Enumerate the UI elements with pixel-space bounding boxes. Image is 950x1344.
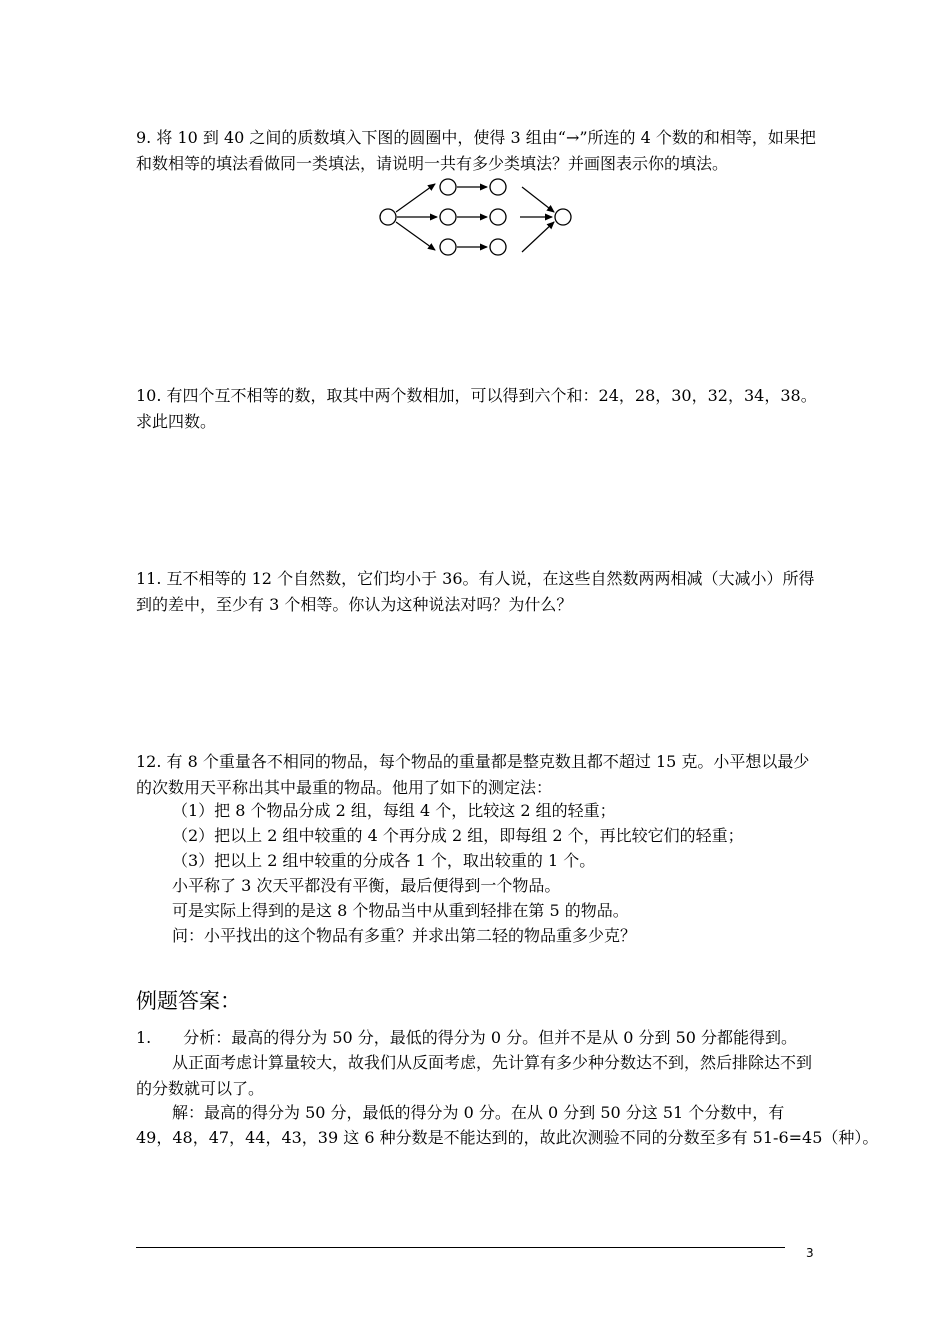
question-12-actual: 可是实际上得到的是这 8 个物品当中从重到轻排在第 5 的物品。 [172, 901, 629, 920]
question-12-text: 12. 有 8 个重量各不相同的物品，每个物品的重量都是整克数且都不超过 15 克。小平想以最少的次数用天平称出其中最重的物品。他用了如下的测定法： [136, 752, 810, 797]
question-12-step-2: （2）把以上 2 组中较重的 4 个再分成 2 组，即每组 2 个，再比较它们的轻重； [172, 826, 744, 845]
circle-mid-1 [440, 209, 456, 225]
answer-1-conclusion: 49，48，47，44，43，39 这 6 种分数是不能达到的，故此次测验不同的分数至多有 51-6=45（种）。 [136, 1128, 879, 1147]
question-10-text: 10. 有四个互不相等的数，取其中两个数相加，可以得到六个和：24，28，30，32，34，38。求此四数。 [136, 386, 817, 431]
circle-top-2 [490, 179, 506, 195]
question-12-result: 小平称了 3 次天平都没有平衡，最后便得到一个物品。 [172, 876, 561, 895]
arrow-bot-end [522, 222, 554, 252]
answer-1-analysis: 1. 分析：最高的得分为 50 分，最低的得分为 0 分。但并不是从 0 分到 50 分都能得到。 [136, 1028, 798, 1047]
footer-rule [136, 1247, 785, 1248]
answer-1-solution: 解：最高的得分为 50 分，最低的得分为 0 分。在从 0 分到 50 分这 51 个分数中，有 [172, 1103, 785, 1122]
arrow-start-top [396, 184, 435, 212]
question-11-text: 11. 互不相等的 12 个自然数，它们均小于 36。有人说，在这些自然数两两相减（大减小）所得到的差中，至少有 3 个相等。你认为这种说法对吗？为什么？ [136, 569, 815, 614]
answer-1-approach: 从正面考虑计算量较大，故我们从反面考虑，先计算有多少种分数达不到，然后排除达不到的分数就可以了。 [136, 1053, 813, 1098]
circle-start [380, 209, 396, 225]
answers-heading: 例题答案： [136, 989, 241, 1013]
question-9-text: 9. 将 10 到 40 之间的质数填入下图的圆圈中，使得 3 组由“→”所连的 4 个数的和相等，如果把和数相等的填法看做同一类填法，请说明一共有多少类填法？并画图表示你的填法。 [136, 128, 816, 173]
page-number: 3 [806, 1246, 814, 1260]
question-12-ask: 问：小平找出的这个物品有多重？并求出第二轻的物品重多少克？ [172, 926, 637, 945]
arrow-start-bot [396, 222, 435, 250]
circle-bot-1 [440, 239, 456, 255]
arrow-circle-diagram [370, 175, 580, 260]
circle-bot-2 [490, 239, 506, 255]
circle-end [555, 209, 571, 225]
circle-top-1 [440, 179, 456, 195]
arrow-top-end [522, 187, 554, 212]
question-12-step-1: （1）把 8 个物品分成 2 组，每组 4 个，比较这 2 组的轻重； [172, 801, 616, 820]
question-12-step-3: （3）把以上 2 组中较重的分成各 1 个，取出较重的 1 个。 [172, 851, 596, 870]
circle-mid-2 [490, 209, 506, 225]
